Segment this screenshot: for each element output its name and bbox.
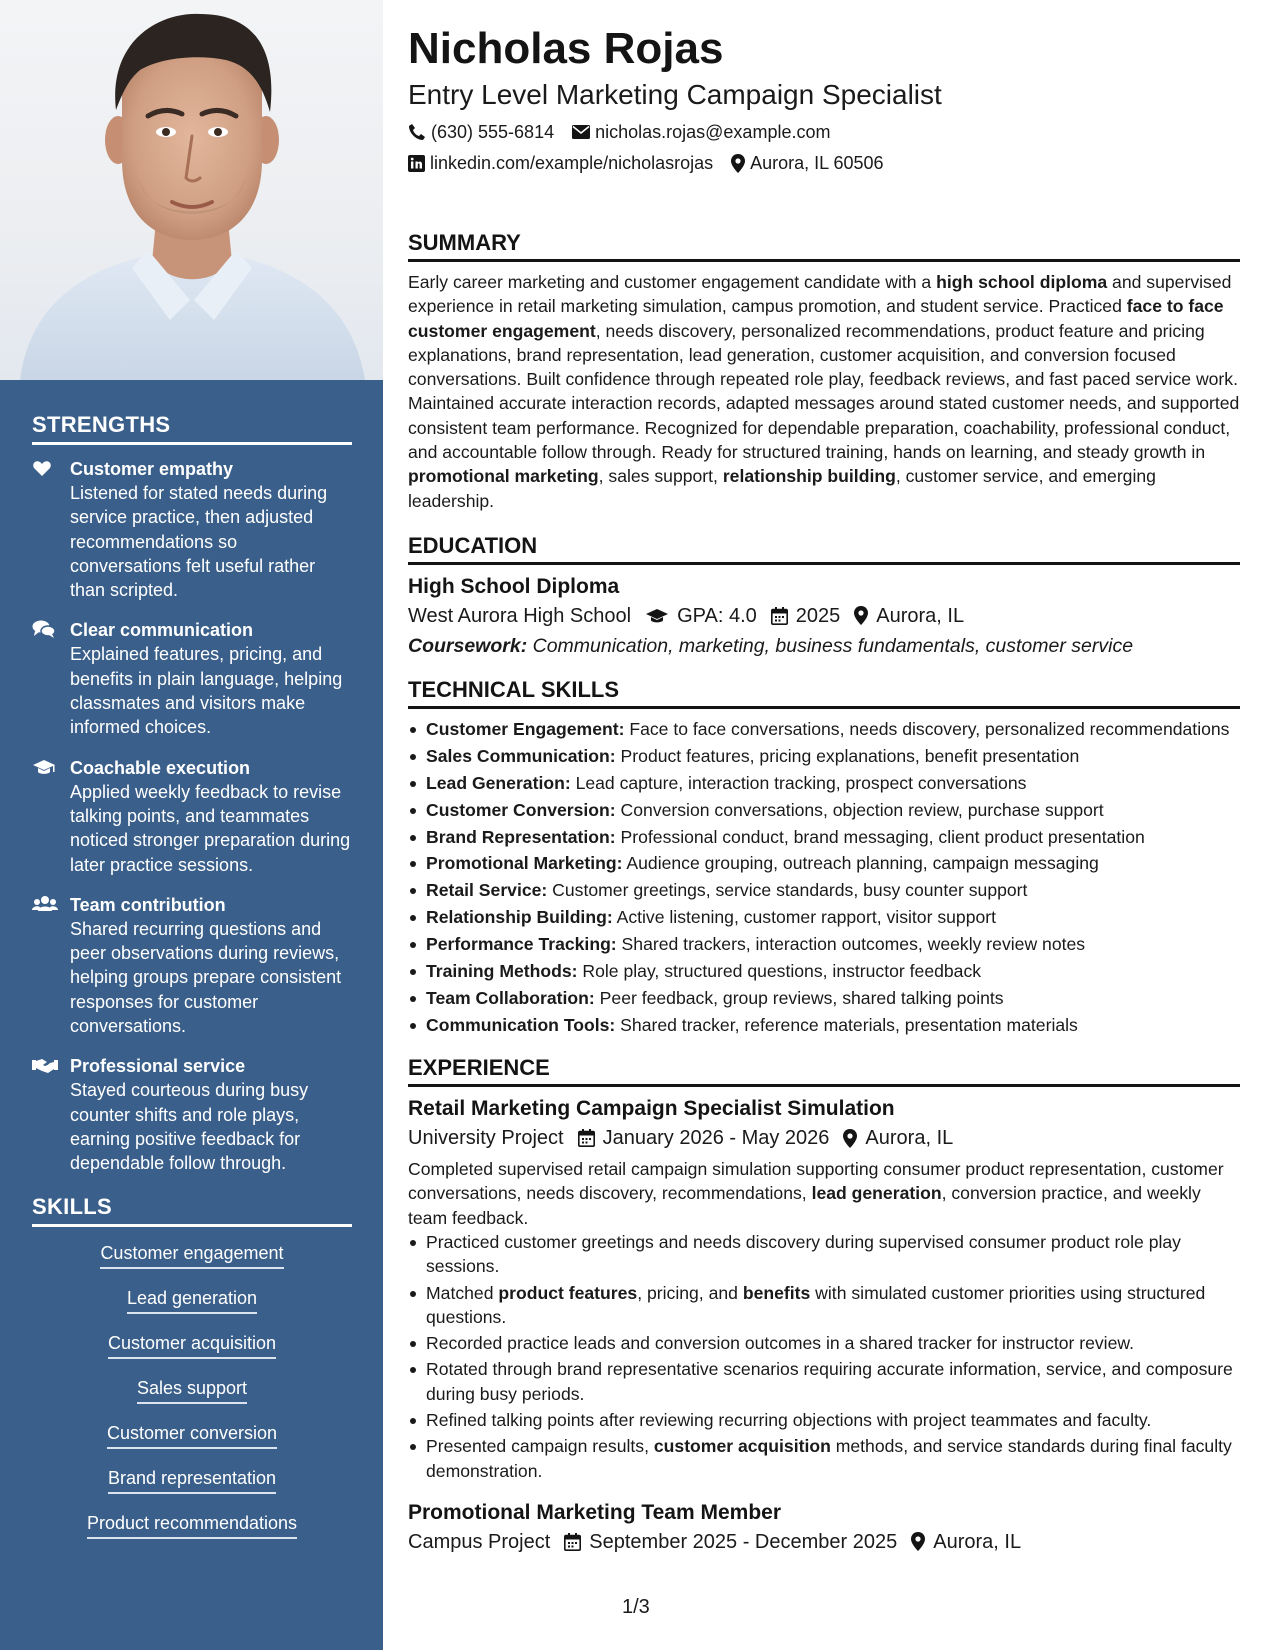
skills-list (32, 1239, 352, 1556)
list-item: Training Methods: Role play, structured questions, instructor feedback (408, 959, 1240, 983)
contact-email[interactable] (572, 121, 830, 143)
contact-linkedin[interactable] (408, 152, 713, 174)
degree-title: High School Diploma (408, 574, 620, 598)
list-item: Customer Engagement: Face to face conversations, needs discovery, personalized recommendations (408, 717, 1240, 741)
summary-section (408, 230, 1240, 513)
edu-location-item: Aurora, IL (854, 601, 964, 631)
education-section (408, 533, 1240, 661)
location-text: Aurora, IL 60506 (750, 153, 884, 173)
summary-text: Early career marketing and customer engagement candidate with a high school diploma and supervised experience in retail marketing simulation, campus promotion, and student service. Practiced face to face customer engagement, needs discovery, personalized recommendations, product feature and pricing explanations, brand representation, lead generation, customer acquisition, and conversion focused conversations. Built confidence through repeated role play, feedback reviews, and fast paced service work. Maintained accurate interaction records, adapted messages around stated customer needs, and supported consistent team performance. Recognized for dependable preparation, coachability, professional conduct, and accountable follow through. Ready for structured training, hands on learning, and steady growth in promotional marketing, sales support, relationship building, customer service, and emerging leadership. (408, 272, 1240, 511)
linkedin-text: linkedin.com/example/nicholasrojas (430, 153, 714, 173)
calendar-icon (771, 607, 788, 625)
list-item: Practiced customer greetings and needs discovery during supervised consumer product role play sessions. (408, 1230, 1240, 1279)
map-marker-icon (843, 1129, 857, 1148)
map-marker-icon (854, 606, 868, 625)
experience-entry (408, 1095, 1240, 1483)
strength-title: Team contribution (70, 894, 226, 915)
strengths-heading: STRENGTHS (32, 412, 352, 445)
portrait-image (0, 0, 383, 380)
skill-tag: Sales support (137, 1376, 247, 1404)
experience-section (408, 1055, 1240, 1557)
sidebar (0, 0, 383, 1650)
strength-title: Customer empathy (70, 459, 234, 479)
experience-heading: EXPERIENCE (408, 1055, 1240, 1087)
list-item: Rotated through brand representative scenarios requiring accurate information, service, and composure during busy periods. (408, 1357, 1240, 1406)
strength-text: Shared recurring questions and peer observations during reviews, helping groups prepare consistent responses for customer conversations. (70, 918, 342, 1037)
list-item: Communication Tools: Shared tracker, reference materials, presentation materials (408, 1013, 1240, 1037)
map-marker-icon (731, 154, 745, 173)
list-item: Promotional Marketing: Audience grouping, outreach planning, campaign messaging (408, 851, 1240, 875)
school-name: West Aurora High School (408, 604, 632, 627)
calendar-icon (578, 1129, 595, 1147)
job-dates: January 2026 - May 2026 (578, 1123, 830, 1153)
job-org: Campus Project (408, 1530, 551, 1553)
list-item: Presented campaign results, customer acquisition methods, and service standards during final faculty demonstration. (408, 1434, 1240, 1483)
linkedin-icon (408, 155, 425, 172)
handshake-icon (32, 1054, 70, 1175)
main-content (408, 22, 1240, 1557)
strength-text: Applied weekly feedback to revise talking points, and teammates noticed stronger preparation during later practice sessions. (70, 781, 351, 875)
strength-item (32, 457, 352, 602)
candidate-name: Nicholas Rojas (408, 24, 724, 73)
skill-tag: Product recommendations (87, 1511, 297, 1539)
comments-icon (32, 618, 70, 739)
contact-row (408, 121, 1240, 143)
skill-tag: Customer engagement (100, 1241, 283, 1269)
strength-item (32, 756, 352, 877)
education-heading: EDUCATION (408, 533, 1240, 565)
sidebar-content (32, 412, 352, 1556)
skill-tag: Customer conversion (107, 1421, 277, 1449)
users-icon (32, 893, 70, 1038)
list-item: Team Collaboration: Peer feedback, group reviews, shared talking points (408, 986, 1240, 1010)
strength-title: Coachable execution (70, 757, 251, 778)
list-item: Relationship Building: Active listening, customer rapport, visitor support (408, 905, 1240, 929)
list-item: Brand Representation: Professional conduct, brand messaging, client product presentation (408, 825, 1240, 849)
strength-text: Stayed courteous during busy counter shifts and role plays, earning positive feedback for dependable follow through. (70, 1080, 309, 1174)
job-description: Completed supervised retail campaign simulation supporting consumer product representation, customer conversations, needs discovery, recommendations, lead generation, conversion practice, and weekly team feedback. (408, 1159, 1224, 1228)
job-dates: September 2025 - December 2025 (564, 1527, 897, 1557)
graduation-cap-icon (32, 756, 70, 877)
candidate-title: Entry Level Marketing Campaign Specialist (408, 79, 942, 110)
contact-row (408, 152, 1240, 174)
list-item: Sales Communication: Product features, pricing explanations, benefit presentation (408, 744, 1240, 768)
strength-title: Professional service (70, 1056, 246, 1077)
profile-photo (0, 0, 383, 380)
strength-item (32, 1054, 352, 1175)
list-item: Lead Generation: Lead capture, interaction tracking, prospect conversations (408, 771, 1240, 795)
list-item: Recorded practice leads and conversion outcomes in a shared tracker for instructor review. (408, 1331, 1240, 1355)
skill-tag: Brand representation (108, 1466, 276, 1494)
strength-item (32, 618, 352, 739)
technical-skills-heading: TECHNICAL SKILLS (408, 677, 1240, 709)
job-title: Retail Marketing Campaign Specialist Simulation (408, 1097, 895, 1121)
email-text: nicholas.rojas@example.com (595, 122, 831, 142)
map-marker-icon (911, 1532, 925, 1551)
contact-location (731, 152, 883, 174)
calendar-icon (564, 1533, 581, 1551)
strength-text: Explained features, pricing, and benefits in plain language, helping classmates and visitors make informed choices. (70, 644, 343, 738)
job-org: University Project (408, 1127, 564, 1150)
list-item: Refined talking points after reviewing recurring objections with project teammates and faculty. (408, 1408, 1240, 1432)
strength-item (32, 893, 352, 1038)
envelope-icon (572, 125, 590, 139)
graduation-cap-icon (645, 608, 669, 624)
page-number: 1/3 (622, 1596, 650, 1618)
job-location: Aurora, IL (843, 1123, 953, 1153)
year-item: 2025 (771, 601, 841, 631)
technical-skills-list (408, 717, 1240, 1037)
education-meta (408, 601, 1240, 631)
contact-phone[interactable] (408, 121, 554, 143)
skill-tag: Customer acquisition (108, 1331, 276, 1359)
summary-heading: SUMMARY (408, 230, 1240, 262)
list-item: Retail Service: Customer greetings, service standards, busy counter support (408, 878, 1240, 902)
heart-icon (32, 457, 70, 602)
skill-tag: Lead generation (127, 1286, 257, 1314)
list-item: Matched product features, pricing, and benefits with simulated customer priorities using structured questions. (408, 1281, 1240, 1330)
job-title: Promotional Marketing Team Member (408, 1500, 782, 1524)
coursework: Coursework: Communication, marketing, business fundamentals, customer service (408, 634, 1134, 657)
job-meta (408, 1527, 1240, 1557)
list-item: Customer Conversion: Conversion conversations, objection review, purchase support (408, 798, 1240, 822)
phone-text: (630) 555-6814 (431, 122, 555, 142)
job-location: Aurora, IL (911, 1527, 1021, 1557)
technical-skills-section (408, 677, 1240, 1037)
strength-text: Listened for stated needs during service practice, then adjusted recommendations so conversations felt useful rather than scripted. (70, 483, 328, 601)
job-bullets (408, 1230, 1240, 1483)
experience-entry (408, 1499, 1240, 1557)
job-meta (408, 1123, 1240, 1153)
phone-icon (408, 123, 426, 141)
gpa-item: GPA: 4.0 (645, 601, 757, 631)
strength-title: Clear communication (70, 620, 254, 641)
list-item: Performance Tracking: Shared trackers, interaction outcomes, weekly review notes (408, 932, 1240, 956)
skills-heading: SKILLS (32, 1194, 352, 1227)
